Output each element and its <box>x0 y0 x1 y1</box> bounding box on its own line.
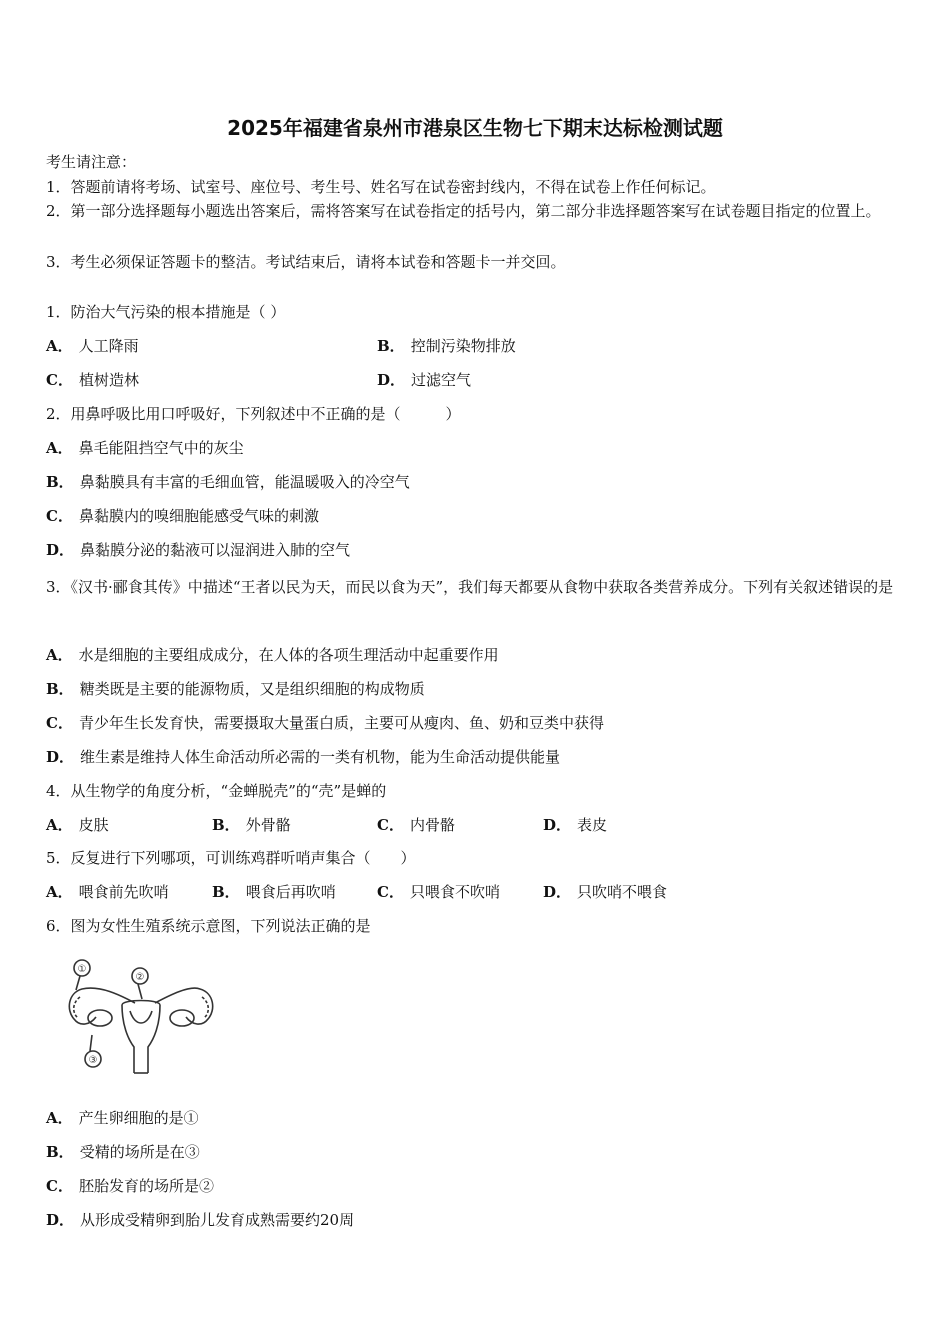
female-reproductive-system-diagram <box>60 955 220 1080</box>
option-text: 水是细胞的主要组成成分，在人体的各项生理活动中起重要作用 <box>78 646 499 664</box>
option-label: B． <box>46 1143 74 1161</box>
question-stem: 4．从生物学的角度分析，“金蝉脱壳”的“壳”是蝉的 <box>46 782 387 800</box>
option-text: 只吹哨不喂食 <box>577 883 668 901</box>
option-label: B． <box>212 883 240 901</box>
option-b[interactable] <box>212 882 336 902</box>
option-text: 从形成受精卵到胎儿发育成熟需要约20周 <box>80 1211 355 1229</box>
option-label: A． <box>46 816 73 834</box>
option-label: C． <box>46 1177 73 1195</box>
option-d[interactable] <box>46 540 350 560</box>
option-label: C． <box>46 507 73 525</box>
figure-label: ③ <box>88 1055 98 1066</box>
option-label: D． <box>543 816 572 834</box>
option-label: C． <box>46 371 73 389</box>
figure-label: ② <box>135 972 145 983</box>
notice-heading: 考生请注意： <box>46 153 137 171</box>
notice-item: 3．考生必须保证答题卡的整洁。考试结束后，请将本试卷和答题卡一并交回。 <box>46 253 566 271</box>
option-c[interactable] <box>377 815 455 835</box>
option-c[interactable] <box>46 370 139 390</box>
option-b[interactable] <box>46 679 425 699</box>
option-text: 受精的场所是在③ <box>79 1143 200 1161</box>
option-text: 鼻黏膜分泌的黏液可以湿润进入肺的空气 <box>80 541 351 559</box>
question-stem: 2．用鼻呼吸比用口呼吸好，下列叙述中不正确的是（ ） <box>46 405 461 423</box>
option-a[interactable] <box>46 438 244 458</box>
option-b[interactable] <box>377 336 516 356</box>
option-text: 维生素是维持人体生命活动所必需的一类有机物，能为生命活动提供能量 <box>80 748 561 766</box>
option-text: 喂食前先吹哨 <box>78 883 169 901</box>
option-text: 胚胎发育的场所是② <box>78 1177 214 1195</box>
notice-item: 1．答题前请将考场、试室号、座位号、考生号、姓名写在试卷密封线内，不得在试卷上作任何标记。 <box>46 178 716 196</box>
option-text: 外骨骼 <box>245 816 291 834</box>
option-b[interactable] <box>46 472 410 492</box>
option-label: D． <box>46 1211 75 1229</box>
option-a[interactable] <box>46 882 169 902</box>
option-text: 糖类既是主要的能源物质，又是组织细胞的构成物质 <box>79 680 425 698</box>
option-label: D． <box>46 541 75 559</box>
option-label: D． <box>377 371 406 389</box>
option-a[interactable] <box>46 336 139 356</box>
option-d[interactable] <box>543 815 607 835</box>
option-a[interactable] <box>46 1108 199 1128</box>
figure-label: ① <box>77 964 87 975</box>
option-label: B． <box>212 816 240 834</box>
option-text: 表皮 <box>577 816 608 834</box>
option-c[interactable] <box>46 713 604 733</box>
option-b[interactable] <box>46 1142 200 1162</box>
option-text: 喂食后再吹哨 <box>245 883 336 901</box>
option-text: 鼻黏膜内的嗅细胞能感受气味的刺激 <box>78 507 319 525</box>
option-label: A． <box>46 1109 73 1127</box>
option-label: B． <box>377 337 405 355</box>
option-text: 内骨骼 <box>409 816 455 834</box>
option-label: A． <box>46 439 73 457</box>
option-label: D． <box>543 883 572 901</box>
option-text: 过滤空气 <box>411 371 472 389</box>
option-label: C． <box>377 816 404 834</box>
question-stem: 1．防治大气污染的根本措施是（ ） <box>46 303 286 321</box>
option-label: D． <box>46 748 75 766</box>
option-c[interactable] <box>377 882 500 902</box>
option-text: 植树造林 <box>78 371 139 389</box>
option-a[interactable] <box>46 645 499 665</box>
option-d[interactable] <box>377 370 471 390</box>
option-text: 控制污染物排放 <box>410 337 516 355</box>
option-text: 只喂食不吹哨 <box>409 883 500 901</box>
option-label: C． <box>46 714 73 732</box>
option-label: A． <box>46 337 73 355</box>
option-label: B． <box>46 473 74 491</box>
notice-item: 2．第一部分选择题每小题选出答案后，需将答案写在试卷指定的括号内，第二部分非选择题答案写在试卷题目指定的位置上。 <box>46 202 881 220</box>
option-text: 鼻毛能阻挡空气中的灰尘 <box>78 439 244 457</box>
option-b[interactable] <box>212 815 291 835</box>
option-text: 产生卵细胞的是① <box>78 1109 199 1127</box>
page-title: 2025年福建省泉州市港泉区生物七下期末达标检测试题 <box>227 116 723 140</box>
option-c[interactable] <box>46 506 319 526</box>
option-label: B． <box>46 680 74 698</box>
question-stem: 6．图为女性生殖系统示意图，下列说法正确的是 <box>46 917 371 935</box>
option-label: A． <box>46 883 73 901</box>
option-d[interactable] <box>46 747 560 767</box>
question-stem: 5．反复进行下列哪项，可训练鸡群听哨声集合（ ） <box>46 849 416 867</box>
option-a[interactable] <box>46 815 109 835</box>
option-text: 鼻黏膜具有丰富的毛细血管，能温暖吸入的冷空气 <box>79 473 410 491</box>
option-d[interactable] <box>543 882 667 902</box>
option-text: 皮肤 <box>78 816 109 834</box>
option-label: C． <box>377 883 404 901</box>
option-d[interactable] <box>46 1210 354 1230</box>
option-c[interactable] <box>46 1176 214 1196</box>
option-label: A． <box>46 646 73 664</box>
question-stem: 3．《汉书·郦食其传》中描述“王者以民为天，而民以食为天”，我们每天都要从食物中获取各类营养成分。下列有关叙述错误的是 <box>46 578 894 596</box>
option-text: 青少年生长发育快，需要摄取大量蛋白质，主要可从瘦肉、鱼、奶和豆类中获得 <box>78 714 604 732</box>
option-text: 人工降雨 <box>78 337 139 355</box>
